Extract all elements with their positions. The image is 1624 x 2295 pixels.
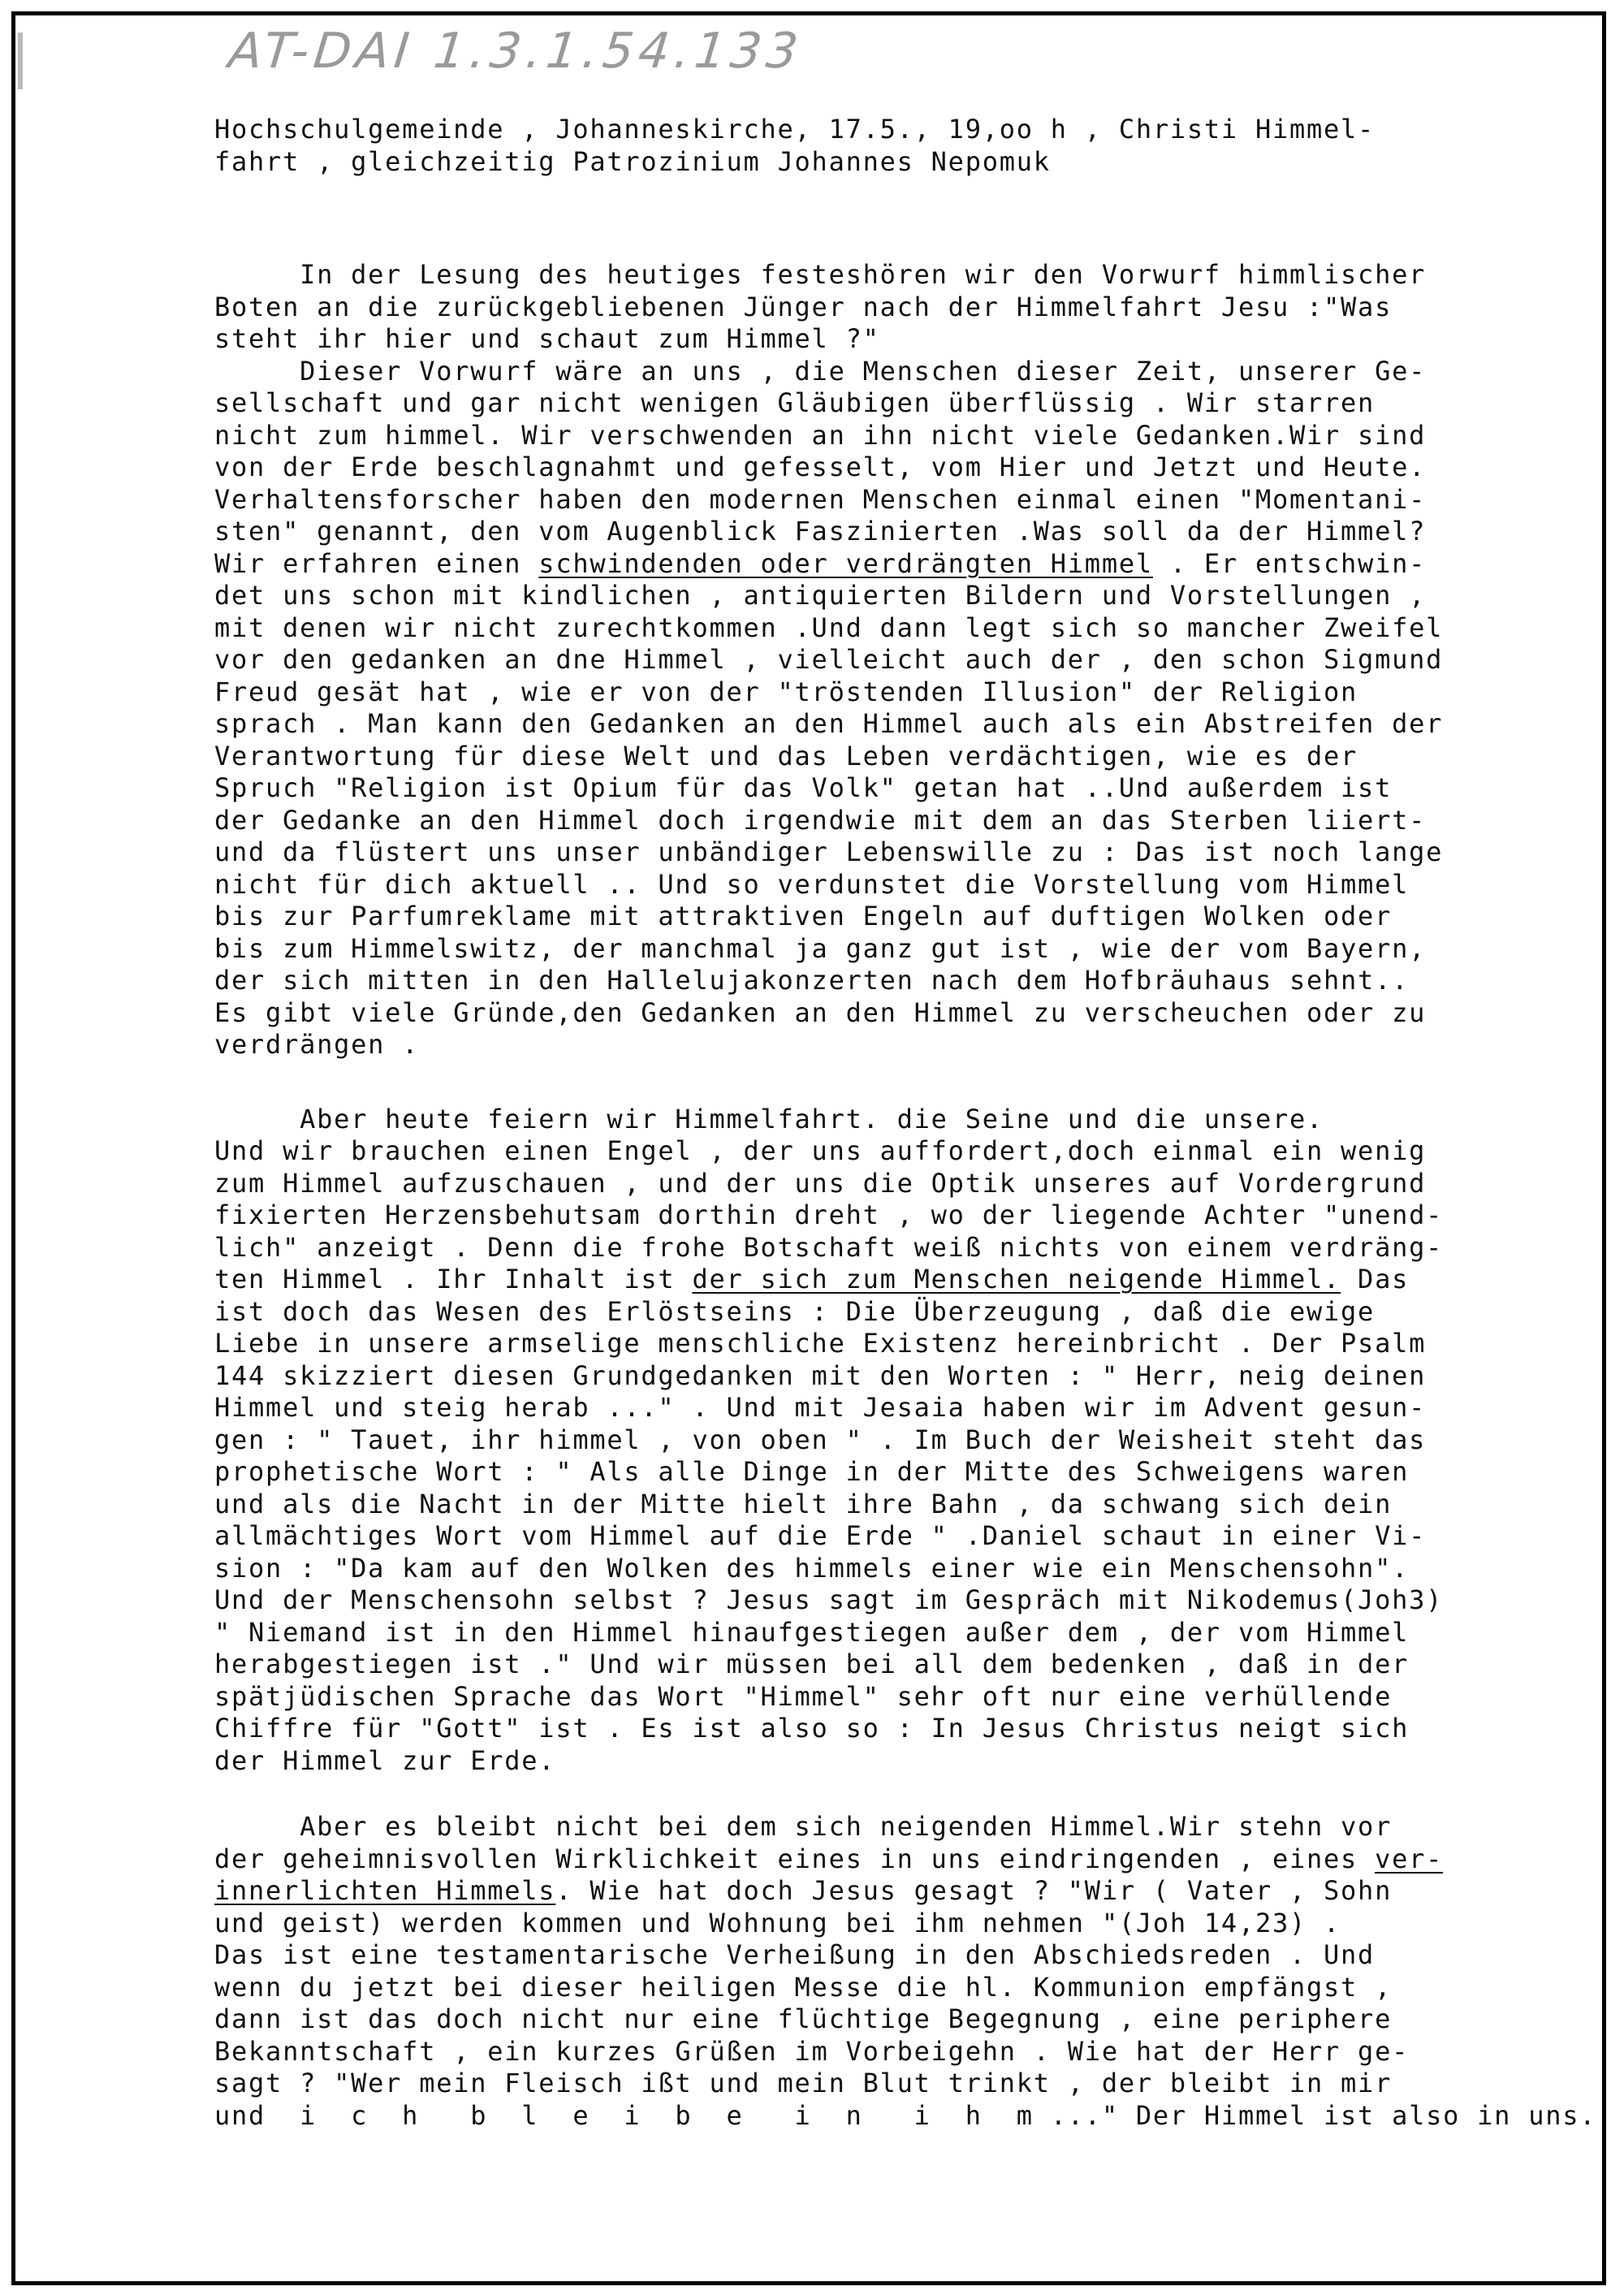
text-line xyxy=(214,1843,1603,1876)
header-block xyxy=(214,114,1603,178)
text-line: verdrängen . xyxy=(214,1029,420,1060)
paragraph-3 xyxy=(214,1811,1603,2132)
text-line: Spruch "Religion ist Opium für das Volk" getan hat ..Und außerdem ist xyxy=(214,772,1393,803)
text-line: Bekanntschaft , ein kurzes Grüßen im Vorbeigehn . Wie hat der Herr ge- xyxy=(214,2035,1410,2067)
text-line: prophetische Wort : " Als alle Dinge in der Mitte des Schweigens waren xyxy=(214,1456,1410,1487)
text-line: Chiffre für "Gott" ist . Es ist also so : In Jesus Christus neigt sich xyxy=(214,1713,1410,1744)
text-line: sagt ? "Wer mein Fleisch ißt und mein Blut trinkt , der bleibt in mir xyxy=(214,2068,1393,2098)
text-line: nicht zum himmel. Wir verschwenden an ihn nicht viele Gedanken.Wir sind xyxy=(214,419,1427,451)
text-line: von der Erde beschlagnahmt und gefesselt, vom Hier und Jetzt und Heute. xyxy=(214,452,1427,482)
text-line: der sich mitten in den Hallelujakonzerten nach dem Hofbräuhaus sehnt.. xyxy=(214,965,1410,996)
scan-edge-mark xyxy=(18,32,23,89)
text-line: Aber heute feiern wir Himmelfahrt. die Seine und die unsere. xyxy=(214,1103,1324,1135)
text-line: der Himmel zur Erde. xyxy=(214,1744,556,1776)
text-line: Es gibt viele Gründe,den Gedanken an den Himmel zu verscheuchen oder zu xyxy=(214,996,1427,1028)
text-line: gen : " Tauet, ihr himmel , von oben " . Im Buch der Weisheit steht das xyxy=(214,1424,1427,1455)
archive-reference: AT-DAI 1.3.1.54.133 xyxy=(226,23,806,80)
underlined-phrase: schwindenden oder verdrängten Himmel xyxy=(538,547,1153,579)
text-segment: Das xyxy=(1341,1264,1410,1294)
text-line: fixierten Herzensbehutsam dorthin dreht , wo der liegende Achter "unend- xyxy=(214,1199,1444,1230)
text-line: sprach . Man kann den Gedanken an den Himmel auch als ein Abstreifen der xyxy=(214,708,1444,739)
text-line: Boten an die zurückgebliebenen Jünger nach der Himmelfahrt Jesu :"Was xyxy=(214,291,1393,322)
text-line: lich" anzeigt . Denn die frohe Botschaft weiß nichts von einem verdräng- xyxy=(214,1231,1444,1263)
text-line: wenn du jetzt bei dieser heiligen Messe die hl. Kommunion empfängst , xyxy=(214,1971,1393,2003)
text-line: dann ist das doch nicht nur eine flüchtige Begegnung , eine periphere xyxy=(214,2003,1393,2034)
text-line: steht ihr hier und schaut zum Himmel ?" xyxy=(214,323,880,354)
text-line: und als die Nacht in der Mitte hielt ihre Bahn , da schwang sich dein xyxy=(214,1488,1393,1519)
text-segment: . Wie hat doch Jesus gesagt ? "Wir ( Vater , Sohn xyxy=(555,1875,1393,1906)
text-line: Aber es bleibt nicht bei dem sich neigenden Himmel.Wir stehn vor xyxy=(214,1811,1393,1842)
text-line: mit denen wir nicht zurechtkommen .Und dann legt sich so mancher Zweifel xyxy=(214,612,1444,643)
header-line: Hochschulgemeinde , Johanneskirche, 17.5., 19,oo h , Christi Himmel- xyxy=(214,114,1376,145)
text-line: Und wir brauchen einen Engel , der uns auffordert,doch einmal ein wenig xyxy=(214,1135,1427,1166)
text-line: nicht für dich aktuell .. Und so verdunstet die Vorstellung vom Himmel xyxy=(214,868,1410,900)
text-line: sten" genannt, den vom Augenblick Faszinierten .Was soll da der Himmel? xyxy=(214,516,1427,547)
text-line: Liebe in unsere armselige menschliche Existenz hereinbricht . Der Psalm xyxy=(214,1328,1427,1359)
text-line: sellschaft und gar nicht wenigen Gläubigen überflüssig . Wir starren xyxy=(214,387,1376,418)
paragraph-2 xyxy=(214,1104,1603,1778)
text-line: zum Himmel aufzuschauen , und der uns die Optik unseres auf Vordergrund xyxy=(214,1167,1427,1199)
text-line: Verhaltensforscher haben den modernen Menschen einmal einen "Momentani- xyxy=(214,483,1427,515)
text-line: und da flüstert uns unser unbändiger Lebenswille zu : Das ist noch lange xyxy=(214,836,1444,867)
text-line: bis zur Parfumreklame mit attraktiven Engeln auf duftigen Wolken oder xyxy=(214,901,1393,931)
text-line: sion : "Da kam auf den Wolken des himmels einer wie ein Menschensohn". xyxy=(214,1552,1410,1584)
text-line: und geist) werden kommen und Wohnung bei ihm nehmen "(Joh 14,23) . xyxy=(214,1907,1341,1938)
text-line: Und der Menschensohn selbst ? Jesus sagt im Gespräch mit Nikodemus(Joh3) xyxy=(214,1584,1444,1615)
underlined-phrase: der sich zum Menschen neigende Himmel. xyxy=(692,1264,1341,1294)
text-line: det uns schon mit kindlichen , antiquierten Bildern und Vorstellungen , xyxy=(214,580,1427,611)
text-line: herabgestiegen ist ." Und wir müssen bei all dem bedenken , daß in der xyxy=(214,1649,1410,1679)
text-line: Himmel und steig herab ..." . Und mit Jesaia haben wir im Advent gesun- xyxy=(214,1392,1427,1423)
text-line xyxy=(214,548,1603,581)
text-segment: . Er entschwin- xyxy=(1152,547,1427,579)
text-line: vor den gedanken an dne Himmel , vielleicht auch der , den schon Sigmund xyxy=(214,644,1444,675)
text-line: Verantwortung für diese Welt und das Leben verdächtigen, wie es der xyxy=(214,740,1358,771)
text-line: allmächtiges Wort vom Himmel auf die Erde " .Daniel schaut in einer Vi- xyxy=(214,1520,1427,1551)
text-line: Freud gesät hat , wie er von der "tröstenden Illusion" der Religion xyxy=(214,676,1358,707)
text-line: 144 skizziert diesen Grundgedanken mit den Worten : " Herr, neig deinen xyxy=(214,1359,1427,1391)
text-segment: der geheimnisvollen Wirklichkeit eines in uns eindringenden , eines xyxy=(214,1843,1376,1874)
text-line: und i c h b l e i b e i n i h m ..." Der Himmel ist also in uns. xyxy=(214,2099,1597,2131)
text-line: bis zum Himmelswitz, der manchmal ja ganz gut ist , wie der vom Bayern, xyxy=(214,932,1427,964)
header-line: fahrt , gleichzeitig Patrozinium Johannes Nepomuk xyxy=(214,145,1051,177)
text-line: Das ist eine testamentarische Verheißung in den Abschiedsreden . Und xyxy=(214,1939,1376,1970)
underlined-phrase: innerlichten Himmels xyxy=(214,1875,556,1906)
text-line xyxy=(214,1875,1603,1908)
text-line xyxy=(214,1264,1603,1296)
text-line: ist doch das Wesen des Erlöstseins : Die Überzeugung , daß die ewige xyxy=(214,1295,1376,1327)
document-body xyxy=(214,114,1603,2132)
text-line: Dieser Vorwurf wäre an uns , die Menschen dieser Zeit, unserer Ge- xyxy=(214,355,1427,387)
text-line: In der Lesung des heutiges festeshören wir den Vorwurf himmlischer xyxy=(214,259,1427,290)
text-segment: Wir erfahren einen xyxy=(214,547,539,579)
text-line: spätjüdischen Sprache das Wort "Himmel" sehr oft nur eine verhüllende xyxy=(214,1680,1393,1712)
text-segment: ten Himmel . Ihr Inhalt ist xyxy=(214,1264,693,1294)
text-line: der Gedanke an den Himmel doch irgendwie mit dem an das Sterben liiert- xyxy=(214,804,1427,836)
underlined-phrase: ver- xyxy=(1375,1843,1444,1874)
paragraph-1 xyxy=(214,259,1603,1061)
text-line: " Niemand ist in den Himmel hinaufgestiegen außer dem , der vom Himmel xyxy=(214,1616,1410,1648)
